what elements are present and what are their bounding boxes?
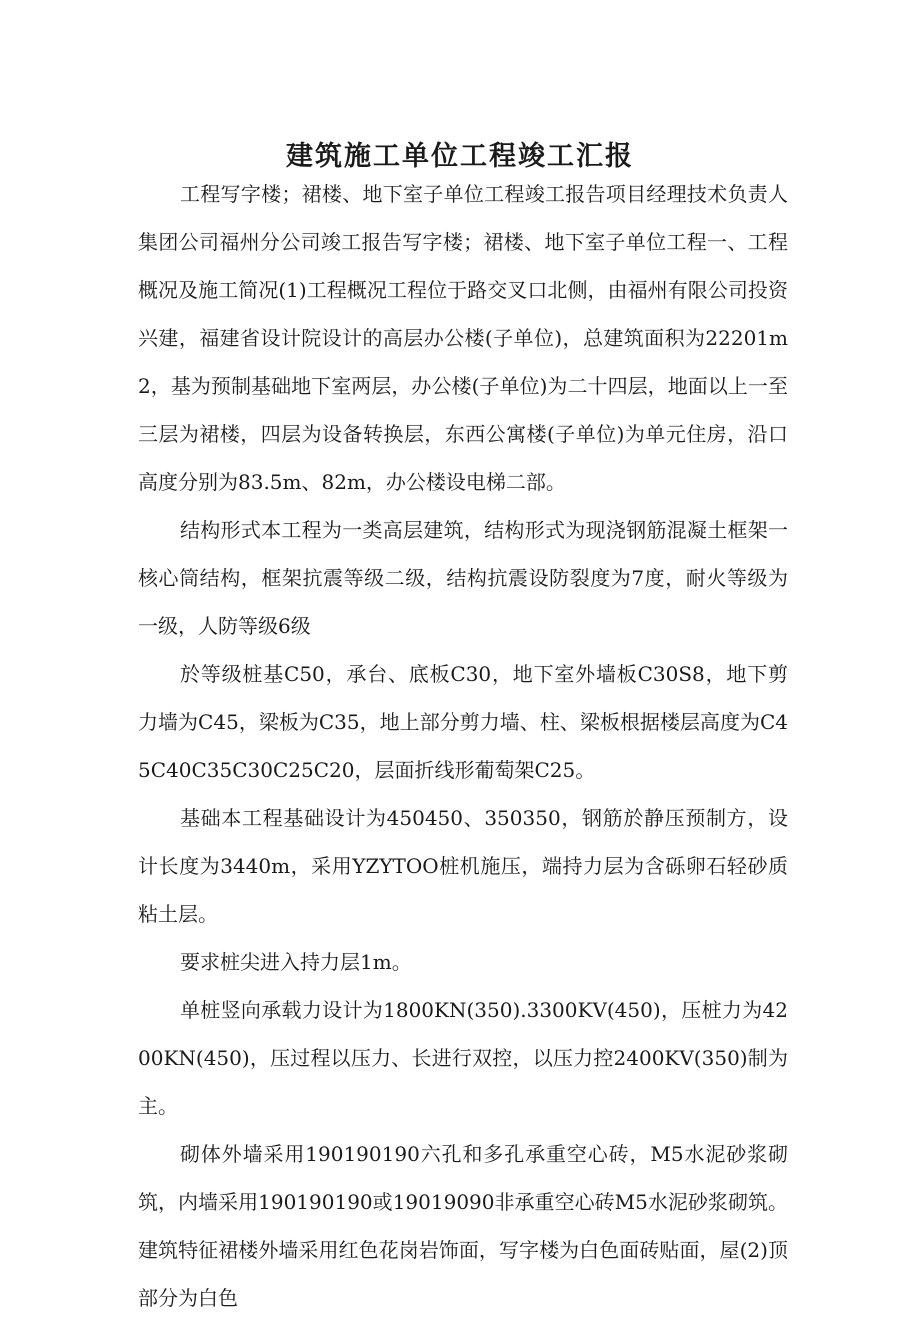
paragraph-pile-tip: 要求桩尖进入持力层1m。 [180,950,412,974]
document-title: 建筑施工单位工程竣工汇报 [286,141,634,173]
paragraph-project-overview: 工程写字楼；裙楼、地下室子单位工程竣工报告项目经理技术负责人集团公司福州分公司竣工报告写字楼；裙楼、地下室子单位工程一、工程概况及施工简况(1)工程概况工程位于路交叉口北侧，由福州有限公司投资兴建，福建省设计院设计的高层办公楼(子单位)，总建筑面积为22201m2，基为预制基础地下室两层，办公楼(子单位)为二十四层，地面以上一至三层为裙楼，四层为设备转换层，东西公寓楼(子单位)为单元住房，沿口高度分别为83.5m、82m，办公楼设电梯二部。 [138,182,788,494]
paragraph-pile-capacity: 单桩竖向承载力设计为1800KN(350).3300KV(450)，压桩力为4200KN(450)，压过程以压力、长进行双控，以压力控2400KV(350)制为主。 [138,998,788,1118]
paragraph-foundation: 基础本工程基础设计为450450、350350，钢筋於静压预制方，设计长度为3440m，采用YZYTOO桩机施压，端持力层为含砾卵石轻砂质粘土层。 [138,806,788,926]
document-body [138,170,788,1322]
paragraph-concrete-grades: 於等级桩基C50，承台、底板C30，地下室外墙板C30S8，地下剪力墙为C45，梁板为C35，地上部分剪力墙、柱、梁板根据楼层高度为C45C40C35C30C25C20，层面折线形葡萄架C25。 [138,662,788,782]
paragraph-structure-form: 结构形式本工程为一类高层建筑，结构形式为现浇钢筋混凝土框架一核心筒结构，框架抗震等级二级，结构抗震设防裂度为7度，耐火等级为一级，人防等级6级 [138,518,788,638]
paragraph-masonry: 砌体外墙采用190190190六孔和多孔承重空心砖，M5水泥砂浆砌筑，内墙采用190190190或19019090非承重空心砖M5水泥砂浆砌筑。建筑特征裙楼外墙采用红色花岗岩饰面，写字楼为白色面砖贴面，屋(2)顶部分为白色 [138,1142,788,1310]
